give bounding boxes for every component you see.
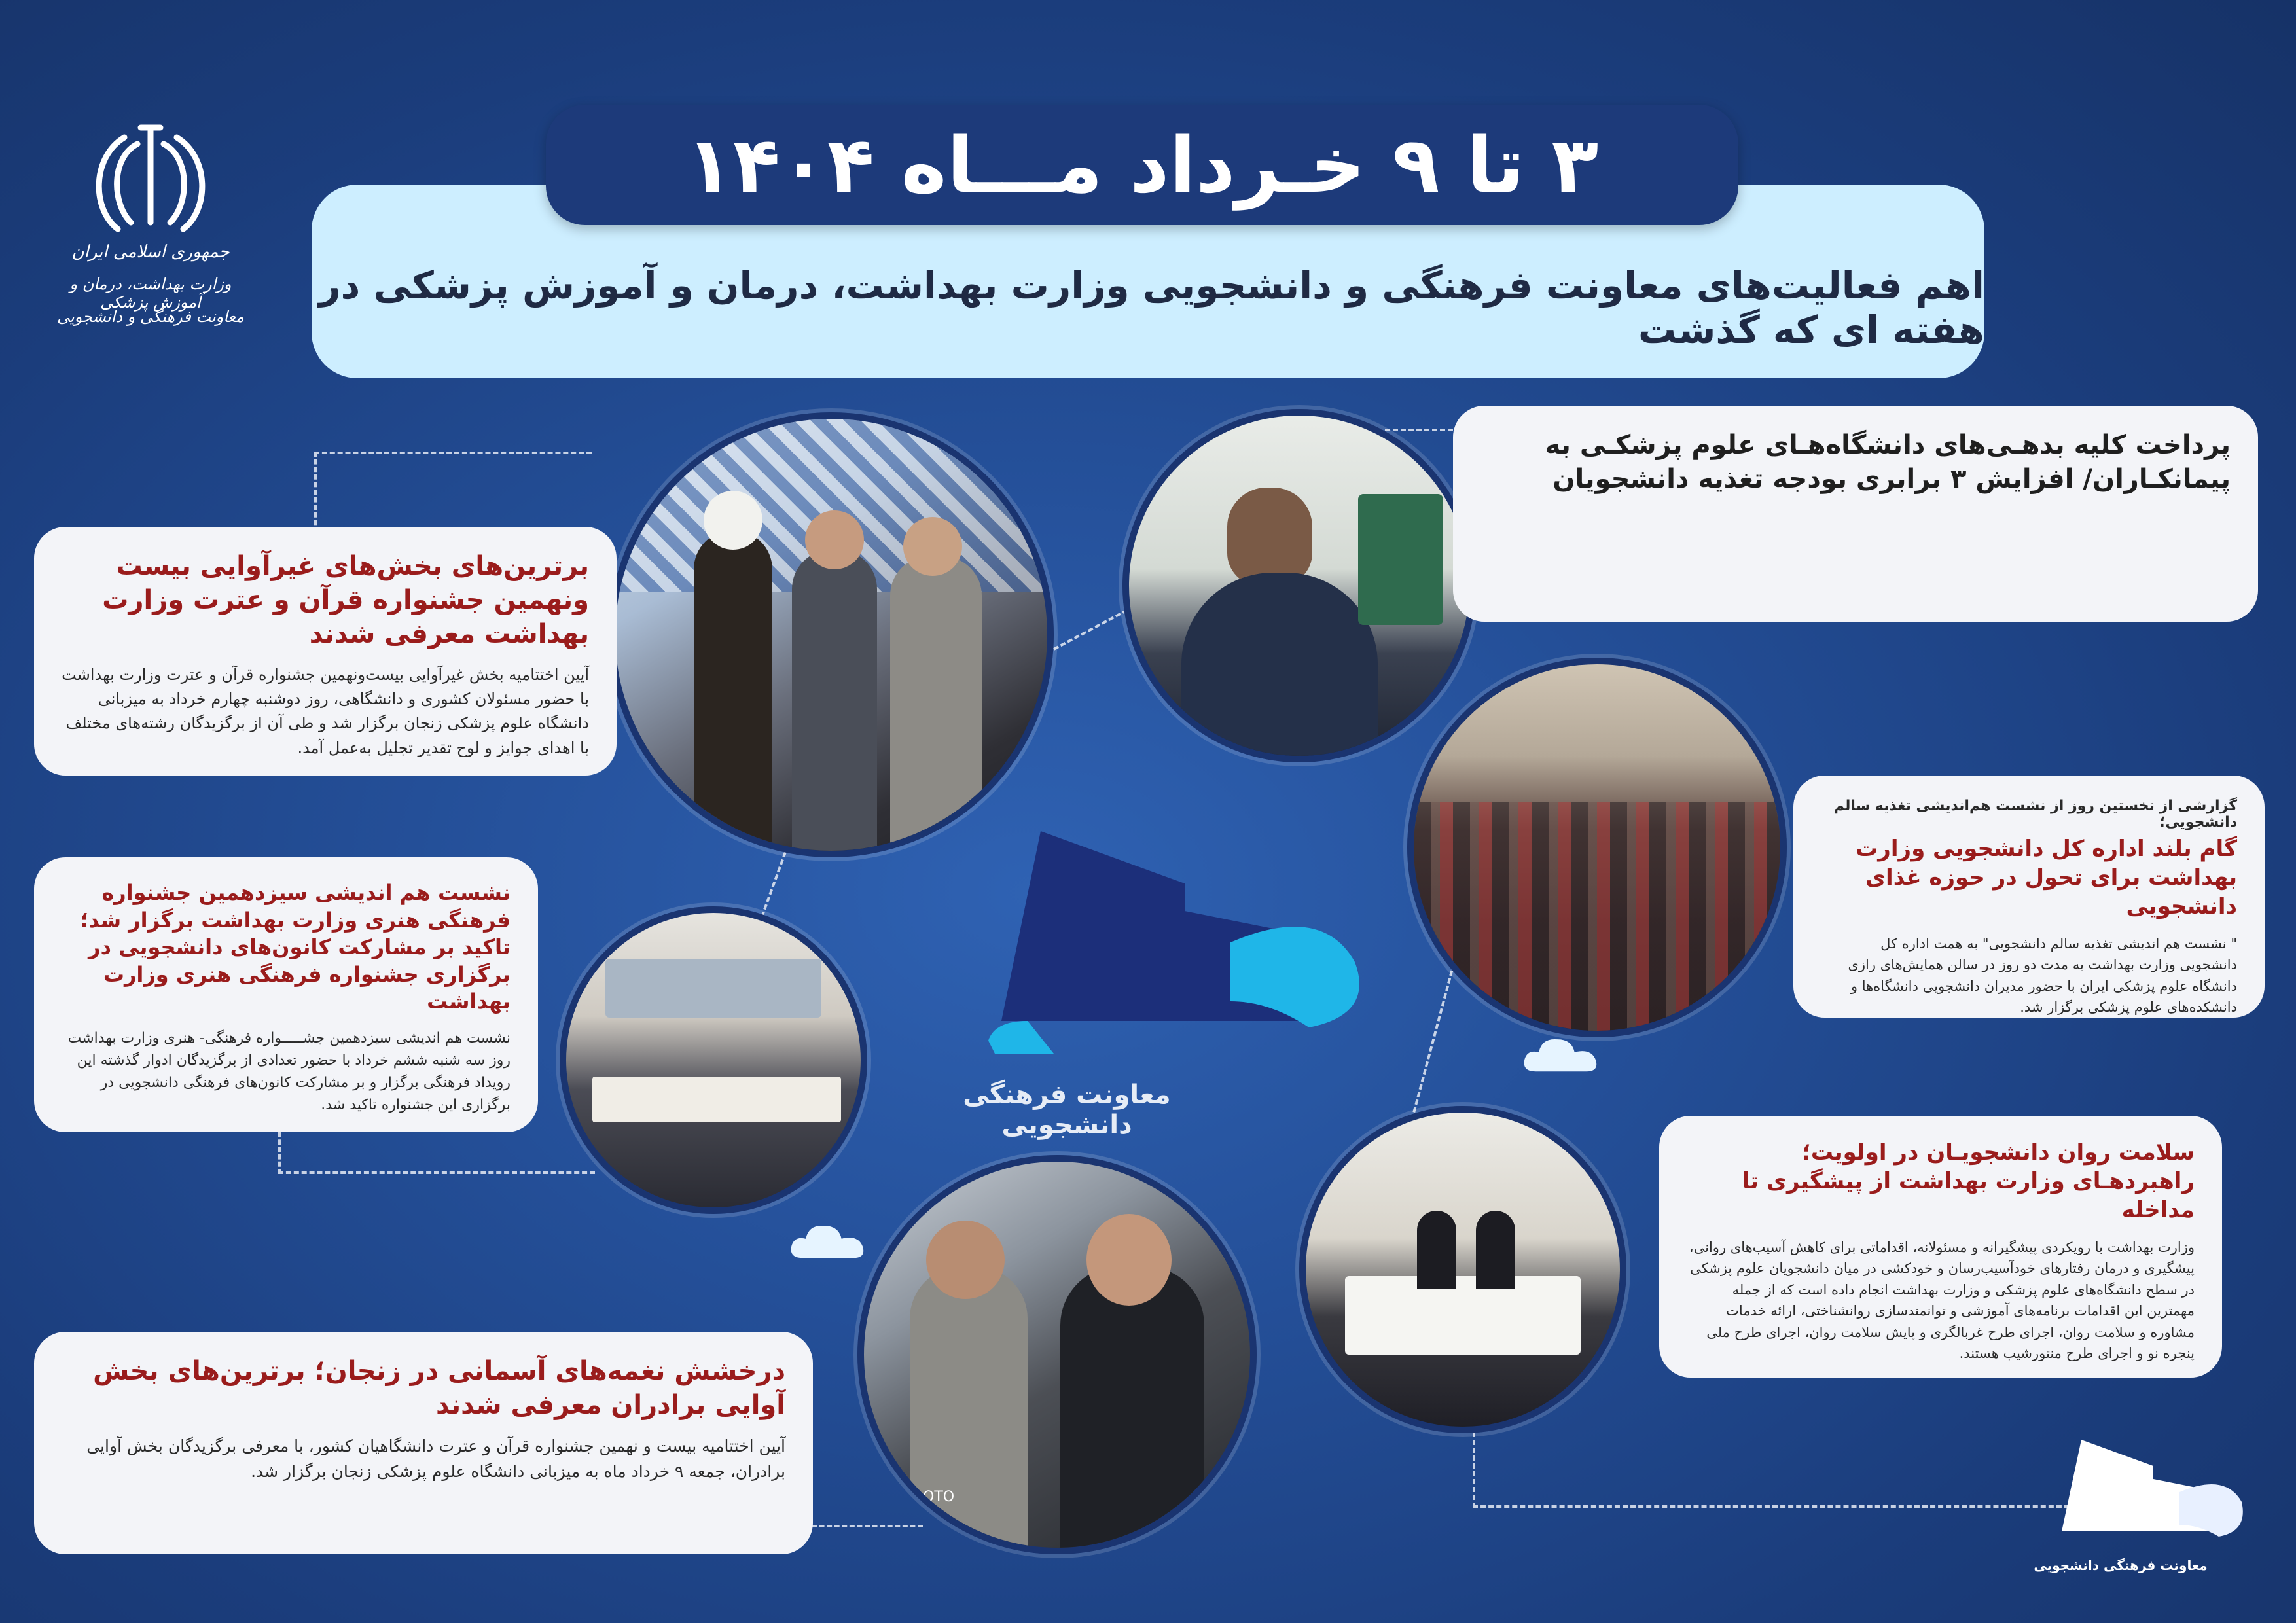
card-mental-health xyxy=(1659,1116,2222,1378)
connector-line xyxy=(314,452,592,533)
photo-watermark: OTO xyxy=(923,1489,955,1505)
cloud-icon xyxy=(1522,1031,1600,1077)
card-body: وزارت بهداشت با رویکردی پیشگیرانه و مسئولانه، اقداماتی برای کاهش آسیب‌های روانی، پیشگیری و درمان رفتارهای خودآسیب‌رسان و خودکشی در میان دانشجویان علوم پزشکی در سطح دانشگاه‌های علوم پزشکی و وزارت بهداشت انجام داده است که از جمله مهمترین این اقدامات برنامه‌های آموزشی و توانمندسازی روانشناختی، ارائه خدمات مشاوره و سلامت روان، اجرای طرح غربالگری و پایش سلامت روان، اجرای طرح ملی پنجره نو و اجرای طرح منتورشیب هستند. xyxy=(1689,1239,2195,1362)
photo-nutrition-hall xyxy=(1407,658,1787,1037)
card-debt-payment xyxy=(1453,406,2258,622)
connector-line xyxy=(278,1132,595,1174)
card-kicker: گزارشی از نخستین روز از نشست هم‌اندیشی تغذیه سالم دانشجویی؛ xyxy=(1833,798,2237,830)
subtitle-text: اهم فعالیت‌های معاونت فرهنگی و دانشجویی وزارت بهداشت، درمان و آموزش پزشکی در هفته ای که گذشت xyxy=(319,263,1984,352)
corner-logo-caption: معاونت فرهنگی دانشجویی xyxy=(2034,1558,2208,1573)
center-moda-logo xyxy=(903,805,1427,1145)
card-title: درخشش نغمه‌های آسمانی در زنجان؛ برترین‌های بخش آوایی برادران معرفی شدند xyxy=(93,1356,785,1420)
card-title: سلامت روان دانشجویـان در اولویت؛ راهبردهـای وزارت بهداشت از پیشگیری تا مداخله xyxy=(1742,1139,2195,1224)
date-title-text: ۳ تا ۹ خـرداد مـــاه ۱۴۰۴ xyxy=(685,120,1599,210)
card-title: پرداخت کلیه بدهـی‌های دانشگاه‌هـای علوم پزشکـی به پیمانکـاران/ افزایش ۳ برابری بودجه تغذیه دانشجویان xyxy=(1545,430,2231,494)
center-logo-caption: معاونت فرهنگی دانشجویی xyxy=(963,1080,1171,1140)
photo-art-meeting xyxy=(560,906,867,1214)
emblem-line-2: وزارت بهداشت، درمان و آموزش پزشکی xyxy=(69,275,232,312)
emblem-line-1: جمهوری اسلامی ایران xyxy=(71,242,230,262)
card-body: " نشست هم اندیشی تغذیه سالم دانشجویی" به همت اداره کل دانشجویی وزارت بهداشت به مدت دو روز در سالن همایش‌های رازی دانشگاه علوم پزشکی ایران با حضور مدیران دانشجویی دانشگاه‌ها و دانشکده‌های علوم پزشکی برگزار شد. xyxy=(1848,935,2237,1016)
card-student-nutrition xyxy=(1793,776,2265,1018)
photo-minister-speech xyxy=(1122,409,1476,762)
card-body: نشست هم اندیشی سیزدهمین جشـــــواره فرهنگی- هنری وزارت بهداشت روز سه شنبه ششم خرداد با حضور تعدادی از برگزیدگان ادوار گذشته این رویداد فرهنگی برگزار و بر مشارکت کانون‌های فرهنگی دانشجویی در برگزاری این جشنواره تاکید شد. xyxy=(67,1029,511,1114)
card-title: نشست هم اندیشی سیزدهمین جشنواره فرهنگی هنری وزارت بهداشت برگزار شد؛ تاکید بر مشارکت کانون‌های دانشجویی در برگزاری جشنواره فرهنگی هنری وزارت بهداشت xyxy=(80,880,511,1014)
card-art-festival xyxy=(34,857,538,1132)
photo-mental-health-meeting xyxy=(1299,1106,1626,1433)
date-title-banner xyxy=(546,105,1738,225)
corner-moda-logo xyxy=(2022,1427,2258,1584)
iran-emblem-icon xyxy=(85,118,216,236)
card-title: برترین‌های بخش‌های غیرآوایی بیست ونهمین جشنواره قرآن و عترت وزارت بهداشت معرفی شدند xyxy=(102,551,589,649)
photo-quran-ceremony xyxy=(609,412,1054,857)
moda-logo-icon xyxy=(2022,1427,2258,1558)
emblem-line-3: معاونت فرهنگی و دانشجویی xyxy=(57,308,244,326)
photo-zanjan-ceremony xyxy=(857,1155,1257,1554)
connector-line xyxy=(812,1525,923,1527)
card-quran-non-vocal xyxy=(34,527,617,776)
card-title: گام بلند اداره کل دانشجویی وزارت بهداشت برای تحول در حوزه غذای دانشجویی xyxy=(1856,836,2237,920)
card-body: آیین اختتامیه بیست و نهمین جشنواره قرآن و عترت دانشگاهیان کشور، با معرفی برگزیدگان بخش آوایی برادران، جمعه ۹ خرداد ماه به میزبانی دانشگاه علوم پزشکی زنجان برگزار شد. xyxy=(86,1436,785,1481)
ministry-emblem xyxy=(46,118,255,373)
cloud-icon xyxy=(789,1217,867,1263)
card-body: آیین اختتامیه بخش غیرآوایی بیست‌ونهمین جشنواره قرآن و عترت وزارت بهداشت با حضور مسئولان کشوری و دانشگاهی، روز دوشنبه چهارم خرداد به میزبانی دانشگاه علوم پزشکی زنجان برگزار شد و طی آن از برگزیدگان رشته‌های مختلف با اهدای جوایز و لوح تقدیر تجلیل به‌عمل آمد. xyxy=(62,666,589,757)
card-zanjan-vocal xyxy=(34,1332,813,1554)
